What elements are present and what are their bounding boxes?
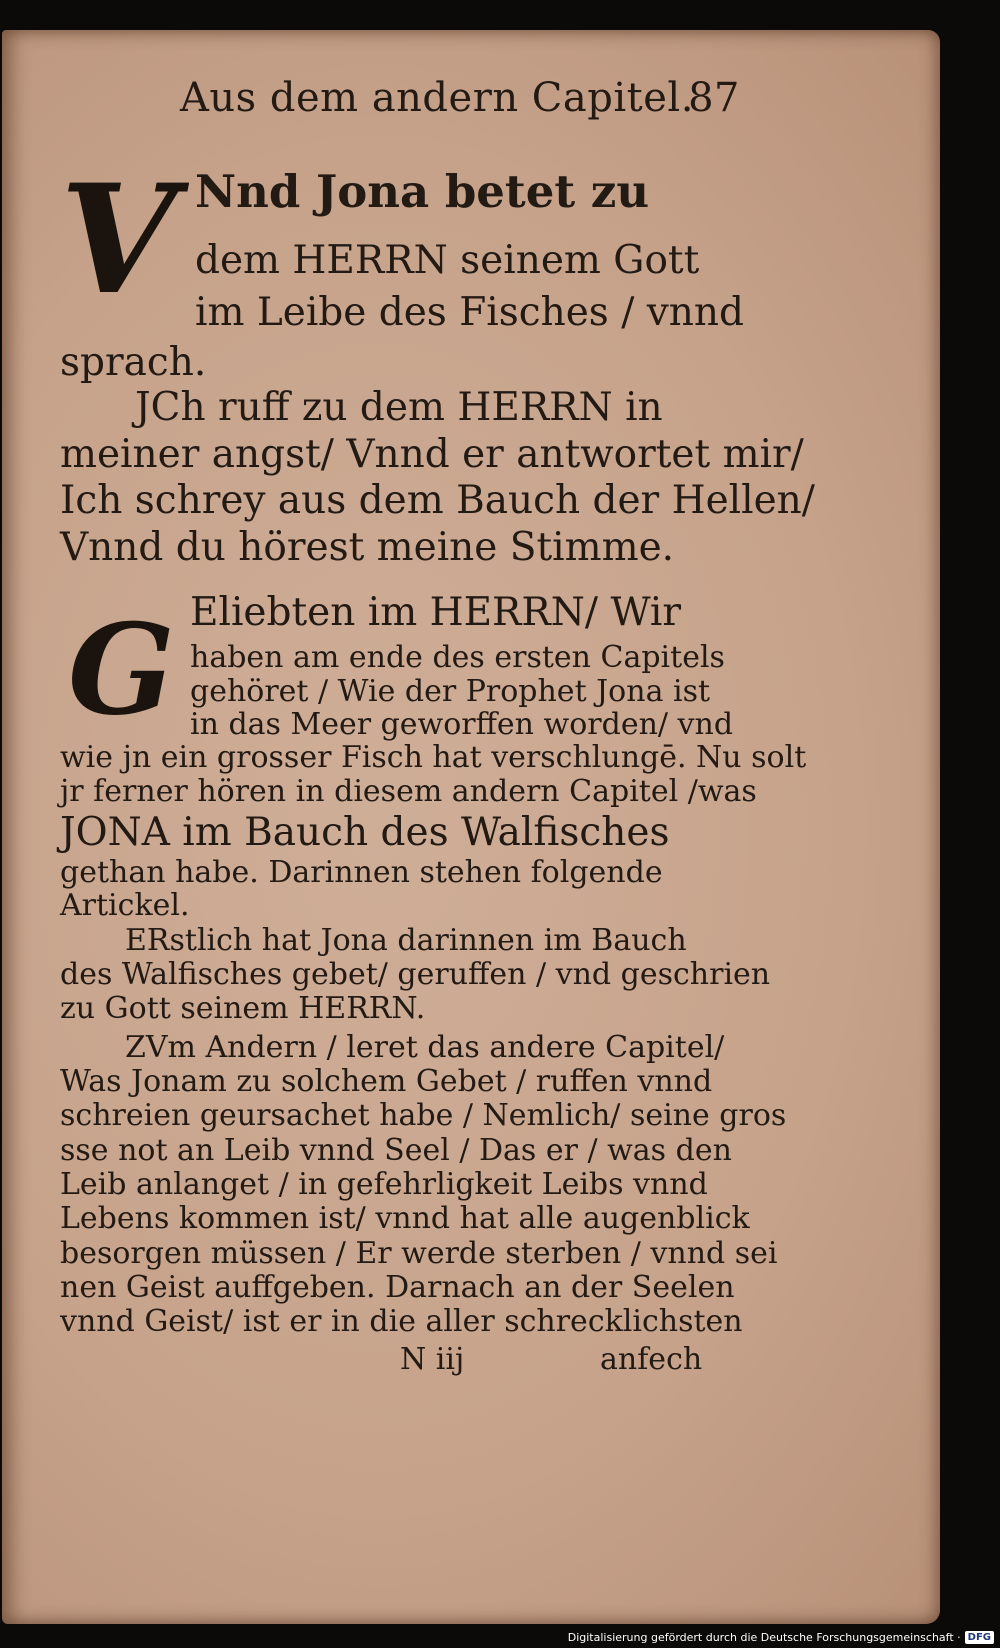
text-line: wie jn ein grosser Fisch hat verschlungē. Nu solt (60, 740, 807, 775)
text-line: Was Jonam zu solchem Gebet / ruffen vnnd (60, 1064, 713, 1099)
text-line: dem HERRN seinem Gott (195, 238, 700, 283)
text-line: schreien geursachet habe / Nemlich/ seine gros (60, 1098, 787, 1133)
text-line: zu Gott seinem HERRN. (60, 991, 426, 1026)
text-line: ZVm Andern / leret das andere Capitel/ (125, 1030, 725, 1065)
text-line: sse not an Leib vnnd Seel / Das er / was den (60, 1133, 732, 1168)
catchword: anfech (600, 1342, 703, 1377)
signature-mark: N iij (400, 1342, 465, 1377)
text-line: besorgen müssen / Er werde sterben / vnnd sei (60, 1236, 778, 1271)
drop-cap-g: G (68, 597, 175, 743)
drop-cap-v: V (60, 152, 177, 328)
text-line: ERstlich hat Jona darinnen im Bauch (125, 923, 687, 958)
text-line: Lebens kommen ist/ vnnd hat alle augenblick (60, 1201, 750, 1236)
dfg-logo: DFG (965, 1631, 994, 1644)
digitization-credit (0, 1626, 1000, 1648)
text-line: Nnd Jona betet zu (195, 165, 650, 218)
text-line: Ich schrey aus dem Bauch der Hellen/ (60, 478, 815, 523)
text-line: sprach. (60, 340, 207, 385)
text-line: JCh ruff zu dem HERRN in (135, 385, 663, 430)
text-line: gethan habe. Darinnen stehen folgende (60, 855, 663, 890)
text-line: Artickel. (60, 888, 190, 923)
text-line: jr ferner hören in diesem andern Capitel /was (60, 774, 757, 809)
text-line: vnnd Geist/ ist er in die aller schrecklichsten (60, 1304, 743, 1339)
text-line: im Leibe des Fisches / vnnd (195, 290, 744, 335)
header-title: Aus dem andern Capitel. (180, 75, 694, 121)
text-line: gehöret / Wie der Prophet Jona ist (190, 674, 711, 709)
text-line: Vnnd du hörest meine Stimme. (60, 525, 675, 570)
page-number: 87 (688, 75, 740, 121)
text-line: meiner angst/ Vnnd er antwortet mir/ (60, 432, 804, 477)
text-line: JONA im Bauch des Walfisches (60, 810, 670, 855)
text-line: haben am ende des ersten Capitels (190, 640, 725, 675)
text-line: des Walfisches gebet/ geruffen / vnd geschrien (60, 957, 771, 992)
text-line: Leib anlanget / in gefehrligkeit Leibs vnnd (60, 1167, 708, 1202)
text-line: nen Geist auffgeben. Darnach an der Seelen (60, 1270, 735, 1305)
text-line: in das Meer geworffen worden/ vnd (190, 707, 734, 742)
credit-text: Digitalisierung gefördert durch die Deutsche Forschungsgemeinschaft · (567, 1630, 961, 1644)
text-line: Eliebten im HERRN/ Wir (190, 590, 681, 635)
